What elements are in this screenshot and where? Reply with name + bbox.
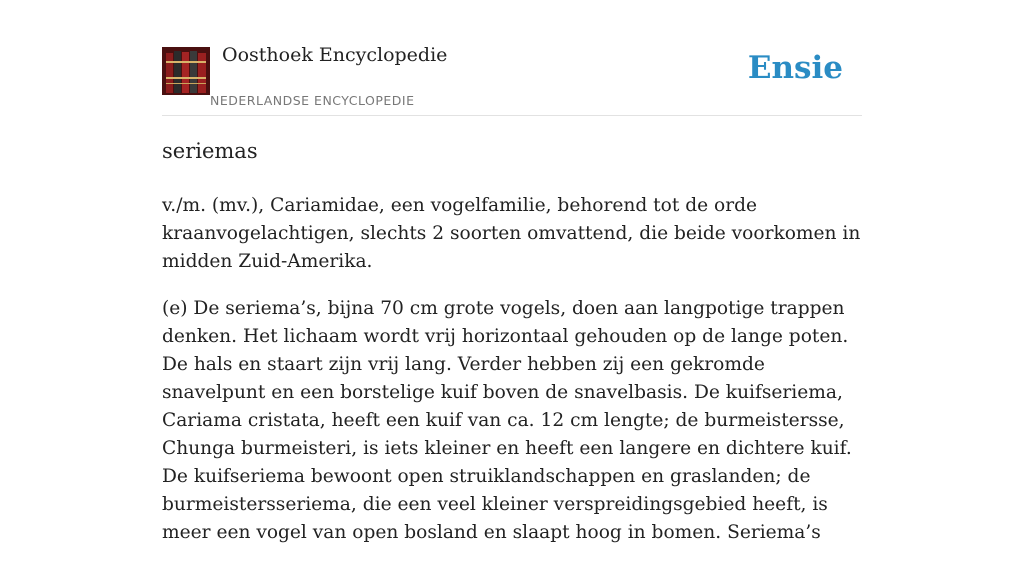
entry-title: seriemas (162, 139, 258, 163)
book-spines-icon[interactable] (162, 47, 210, 95)
site-subtitle: NEDERLANDSE ENCYCLOPEDIE (210, 93, 415, 108)
site-title[interactable]: Oosthoek Encyclopedie (222, 44, 448, 66)
description-paragraph: (e) De seriema’s, bijna 70 cm grote vogels, doen aan langpotige trappen denken. Het lichaam wordt vrij horizontaal gehouden op de lange poten. De hals en staart zijn vrij lang. Verder hebben zij een gekromde snavelpunt en een borstelige kuif boven de snavelbasis. De kuifseriema, Cariama cristata, heeft een kuif van ca. 12 cm lengte; de burmeistersse, Chunga burmeisteri, is iets kleiner en heeft een langere en dichtere kuif. De kuifseriema bewoont open struiklandschappen en graslanden; de burmeistersseriema, die een veel kleiner verspreidingsgebied heeft, is meer een vogel van open bosland en slaapt hoog in bomen. Seriema’s (162, 298, 852, 543)
entry-body (162, 192, 862, 566)
content-container (162, 0, 862, 543)
brand-logo-link[interactable]: Ensie (747, 50, 843, 86)
site-header (162, 0, 862, 116)
definition-paragraph: v./m. (mv.), Cariamidae, een vogelfamilie, behorend tot de orde kraanvogelachtigen, slechts 2 soorten omvattend, die beide voorkomen in midden Zuid-Amerika. (162, 195, 861, 272)
